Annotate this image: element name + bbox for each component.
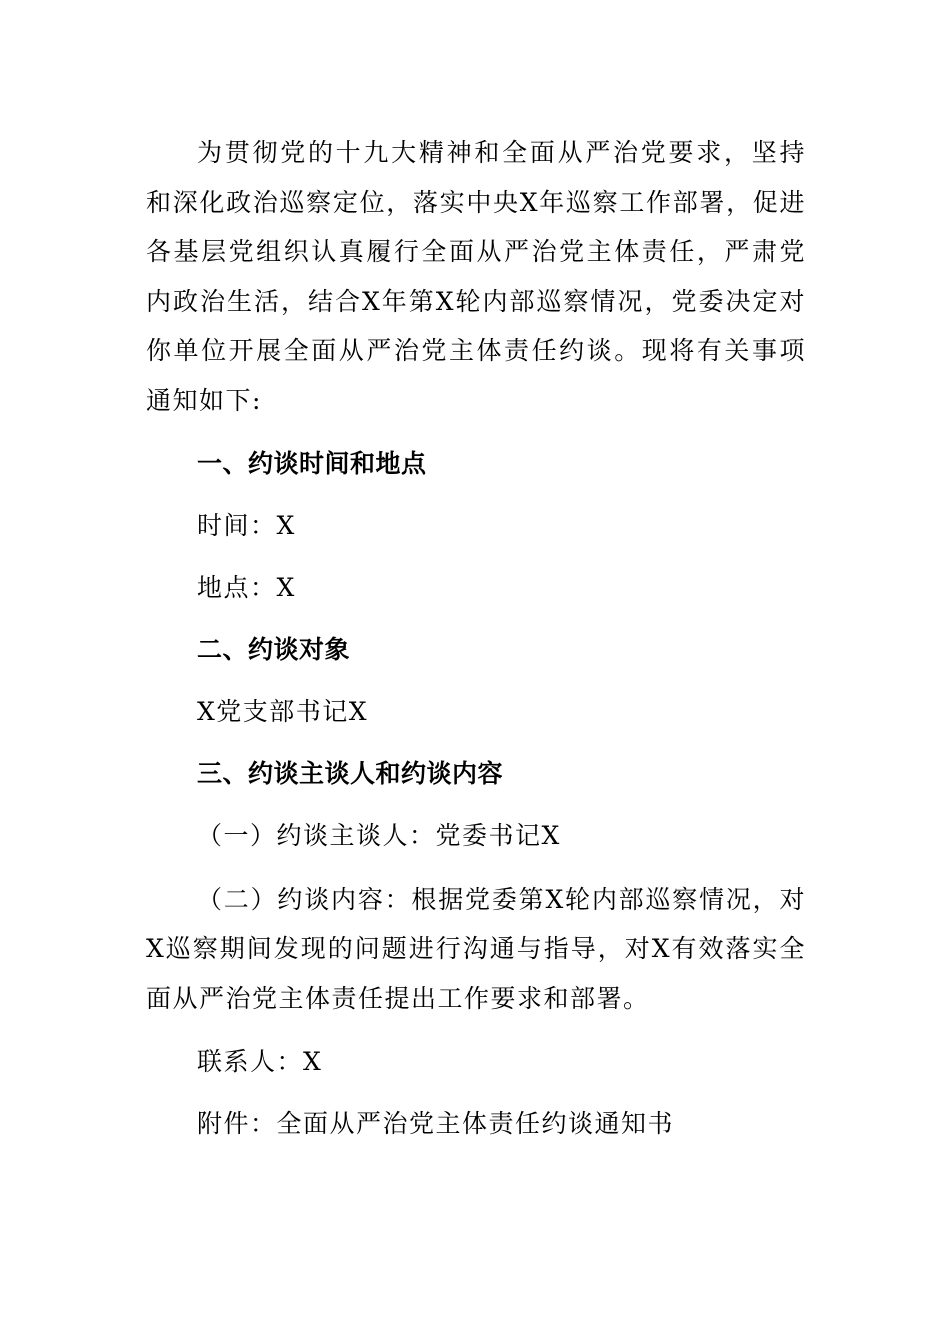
spacer: [146, 1023, 806, 1031]
meeting-target: X党支部书记X: [197, 696, 369, 726]
meeting-place: 地点：X: [197, 572, 296, 602]
meeting-host: （一）约谈主谈人：党委书记X: [197, 820, 561, 850]
spacer: [146, 426, 806, 433]
document-body: [146, 128, 806, 1155]
contact-person: 联系人：X: [197, 1047, 323, 1077]
intro-paragraph: 为贯彻党的十九大精神和全面从严治党要求，坚持和深化政治巡察定位，落实中央X年巡察工作部署，促进各基层党组织认真履行全面从严治党主体责任，严肃党内政治生活，结合X年第X轮内部巡察情况，党委决定对你单位开展全面从严治党主体责任约谈。现将有关事项通知如下:: [146, 138, 806, 415]
spacer: [146, 867, 806, 875]
meeting-content-paragraph: （二）约谈内容：根据党委第X轮内部巡察情况，对X巡察期间发现的问题进行沟通与指导，对X有效落实全面从严治党主体责任提出工作要求和部署。: [146, 884, 806, 1013]
attachment-line: 附件：全面从严治党主体责任约谈通知书: [197, 1109, 675, 1139]
section-3-heading: 三、约谈主谈人和约谈内容: [197, 758, 504, 788]
section-2-heading: 二、约谈对象: [197, 634, 351, 664]
section-1-heading: 一、约谈时间和地点: [197, 448, 427, 478]
meeting-time: 时间：X: [197, 510, 296, 540]
